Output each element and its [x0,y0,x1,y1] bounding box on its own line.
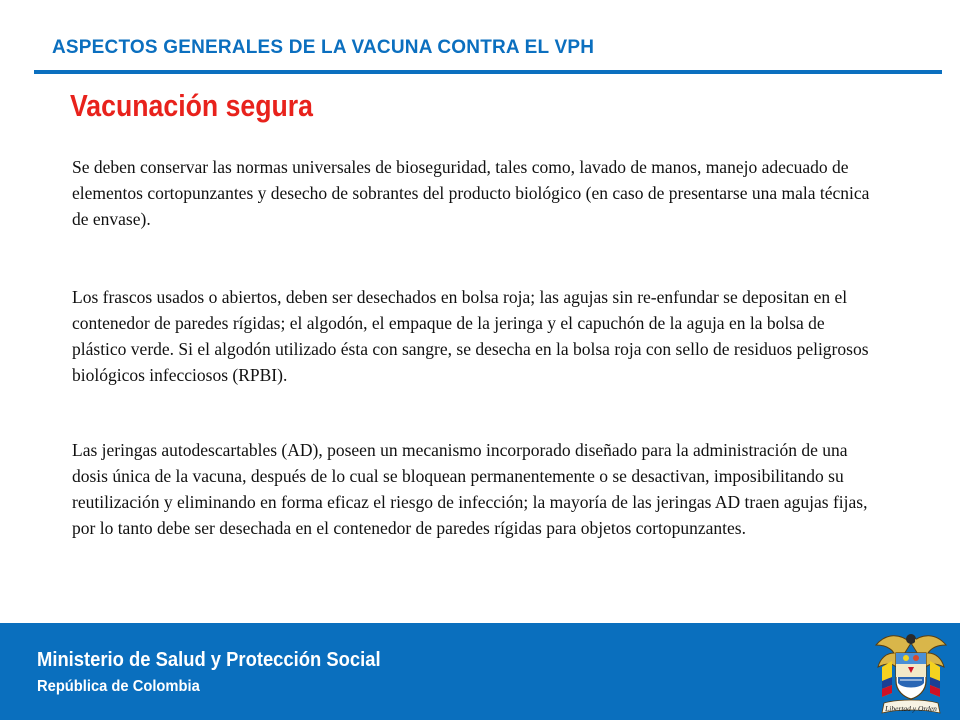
paragraph-biosafety: Se deben conservar las normas universales de bioseguridad, tales como, lavado de manos, manejo adecuado de elementos cortopunzantes y desecho de sobrantes del producto biológico (en caso de presentarse una mala técnica de envase). [72,157,870,229]
colombia-coat-of-arms-icon [862,623,960,720]
header-title: ASPECTOS GENERALES DE LA VACUNA CONTRA EL VPH [52,37,595,58]
slide-title: Vacunación segura [70,88,314,123]
footer-country-name: República de Colombia [37,678,200,695]
paragraph-waste-disposal: Los frascos usados o abiertos, deben ser desechados en bolsa roja; las agujas sin re-enfundar se depositan en el contenedor de paredes rígidas; el algodón, el empaque de la jeringa y el capuchón de la aguja en la bolsa de plástico verde. Si el algodón utilizado ésta con sangre, se desecha en la bolsa roja con sello de residuos peligrosos biológicos infecciosos (RPBI). [72,287,869,385]
seal-motto: Libertad y Orden [885,704,937,713]
footer-ministry-name: Ministerio de Salud y Protección Social [37,649,381,671]
header-divider [34,70,942,74]
footer-bar [0,623,960,720]
paragraph-ad-syringes: Las jeringas autodescartables (AD), poseen un mecanismo incorporado diseñado para la administración de una dosis única de la vacuna, después de lo cual se bloquean permanentemente o se desactivan, imposibilitando su reutilización y eliminando en forma eficaz el riesgo de infección; la mayoría de las jeringas AD traen agujas fijas, por lo tanto debe ser desechada en el contenedor de paredes rígidas para objetos cortopunzantes. [72,440,868,538]
